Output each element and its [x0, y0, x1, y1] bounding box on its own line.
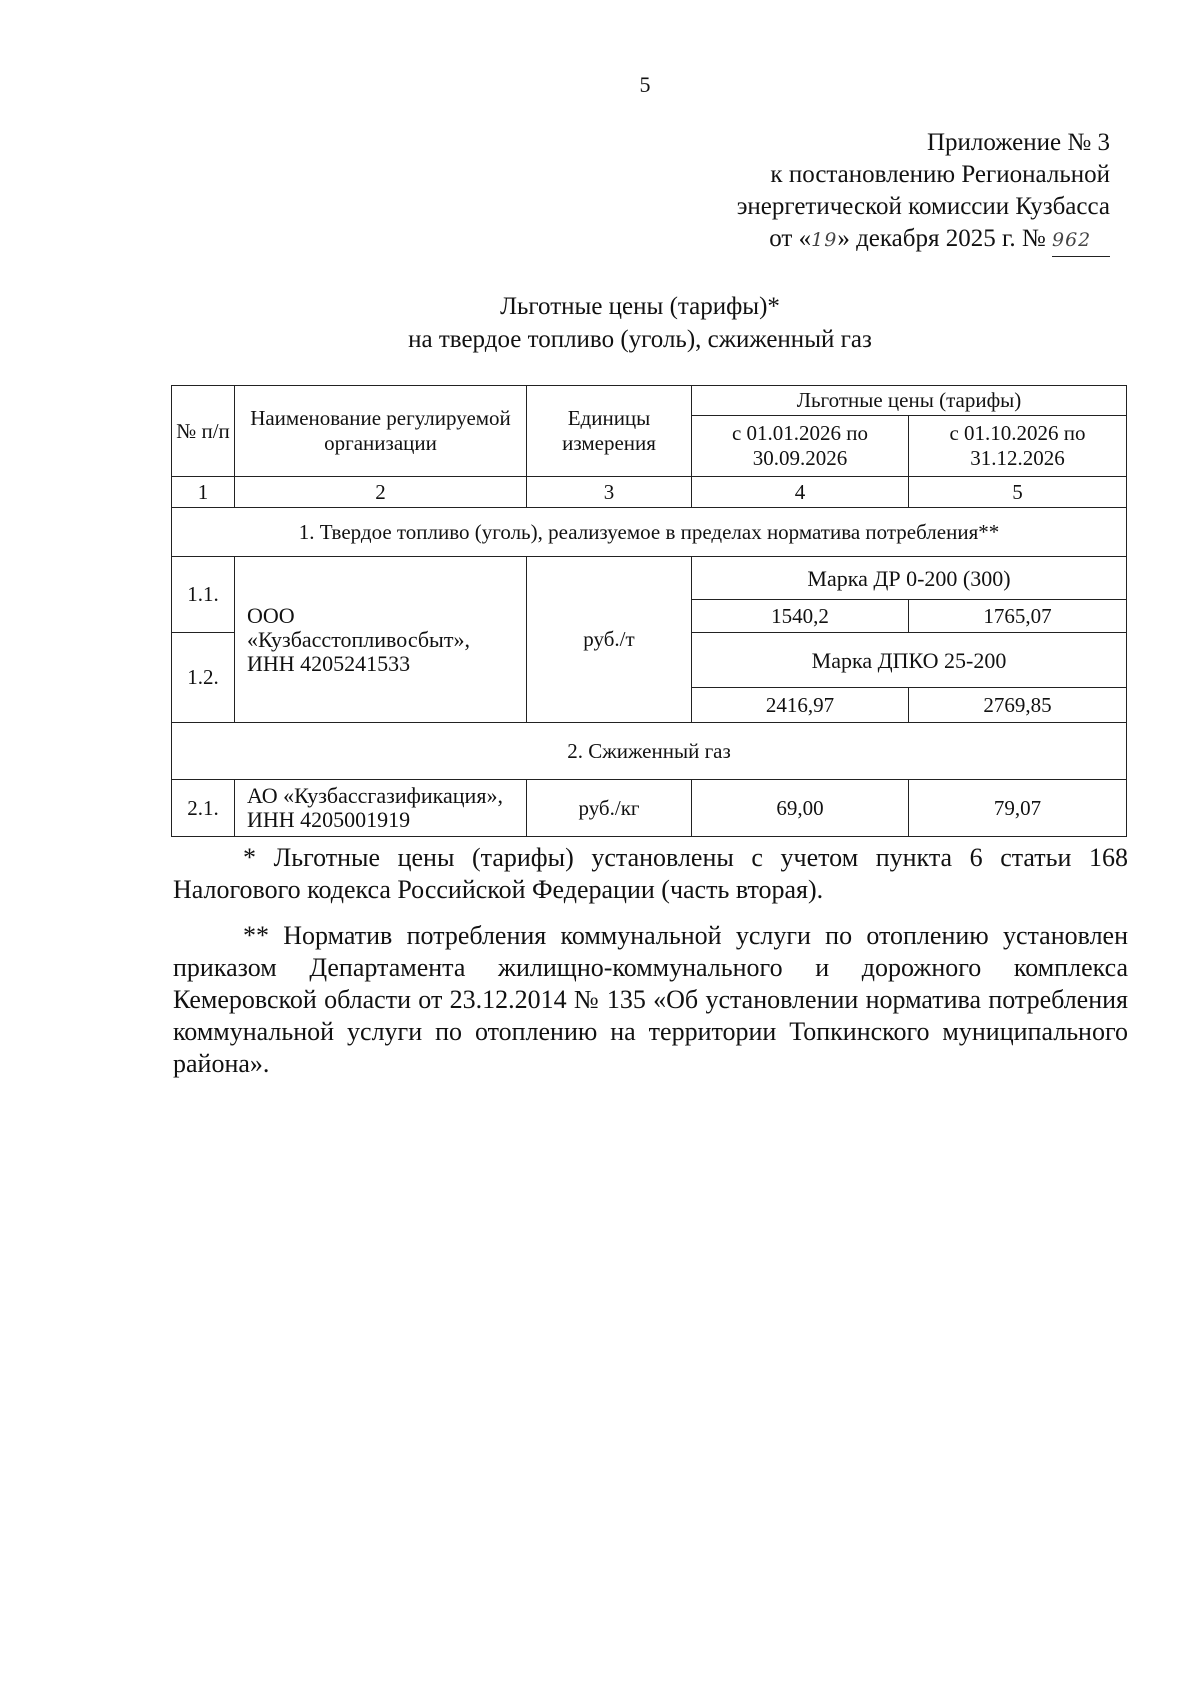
footnote-2: ** Норматив потребления коммунальной услуги по отоплению установлен приказом Департамента жилищно-коммунального и дорожного комплекса Кемеровской области от 23.12.2014 № 135 «Об установлении норматива потребления коммунальной услуги по отоплению на территории Топкинского муниципального района».	[173, 921, 1128, 1078]
header-units: Единицы измерения	[527, 386, 692, 477]
brand-1-1: Марка ДР 0-200 (300)	[692, 557, 1127, 600]
footnotes	[173, 842, 1128, 1094]
page-number: 5	[639, 72, 651, 97]
footnote-1: * Льготные цены (тарифы) установлены с учетом пункта 6 статьи 168 Налогового кодекса Российской Федерации (часть вторая).	[173, 843, 1128, 904]
header-period-2: с 01.10.2026 по 31.12.2026	[909, 416, 1127, 477]
header-period-1: с 01.01.2026 по 30.09.2026	[692, 416, 909, 477]
section-2-title: 2. Сжиженный газ	[172, 723, 1127, 780]
price-1-1-period-2: 1765,07	[909, 600, 1127, 633]
row-num-1-2: 1.2.	[172, 633, 235, 723]
column-number-3: 3	[527, 477, 692, 508]
units-rub-per-ton: руб./т	[527, 557, 692, 723]
organization-coal-supplier: ООО «Кузбасстопливосбыт», ИНН 4205241533	[235, 557, 527, 723]
units-rub-per-kg: руб./кг	[527, 780, 692, 837]
price-2-1-period-2: 79,07	[909, 780, 1127, 837]
header-num: № п/п	[172, 386, 235, 477]
appendix-line-1: Приложение № 3	[926, 129, 1110, 156]
title-line-1: Льготные цены (тарифы)*	[500, 293, 780, 320]
price-1-1-period-1: 1540,2	[692, 600, 909, 633]
brand-1-2: Марка ДПКО 25-200	[692, 633, 1127, 688]
handwritten-number: 962	[1052, 229, 1092, 251]
header-name: Наименование регулируемой организации	[235, 386, 527, 477]
appendix-line-3: энергетической комиссии Кузбасса	[736, 193, 1110, 220]
date-middle: » декабря 2025 г. №	[837, 225, 1046, 252]
column-number-1: 1	[172, 477, 235, 508]
document-title	[160, 290, 1120, 356]
row-num-1-1: 1.1.	[172, 557, 235, 633]
price-2-1-period-1: 69,00	[692, 780, 909, 837]
tariff-table	[171, 385, 1127, 837]
column-number-4: 4	[692, 477, 909, 508]
organization-gas-supplier: АО «Кузбассгазификация», ИНН 4205001919	[235, 780, 527, 837]
price-1-2-period-1: 2416,97	[692, 688, 909, 723]
date-prefix: от «	[769, 225, 812, 252]
column-number-5: 5	[909, 477, 1127, 508]
price-1-2-period-2: 2769,85	[909, 688, 1127, 723]
header-group: Льготные цены (тарифы)	[692, 386, 1127, 416]
appendix-line-2: к постановлению Региональной	[770, 161, 1110, 188]
column-number-2: 2	[235, 477, 527, 508]
handwritten-day: 19	[811, 229, 838, 251]
appendix-block	[590, 127, 1110, 257]
row-num-2-1: 2.1.	[172, 780, 235, 837]
appendix-date-line	[590, 223, 1110, 257]
title-line-2: на твердое топливо (уголь), сжиженный газ	[408, 326, 872, 353]
section-1-title: 1. Твердое топливо (уголь), реализуемое в пределах норматива потребления**	[172, 508, 1127, 557]
